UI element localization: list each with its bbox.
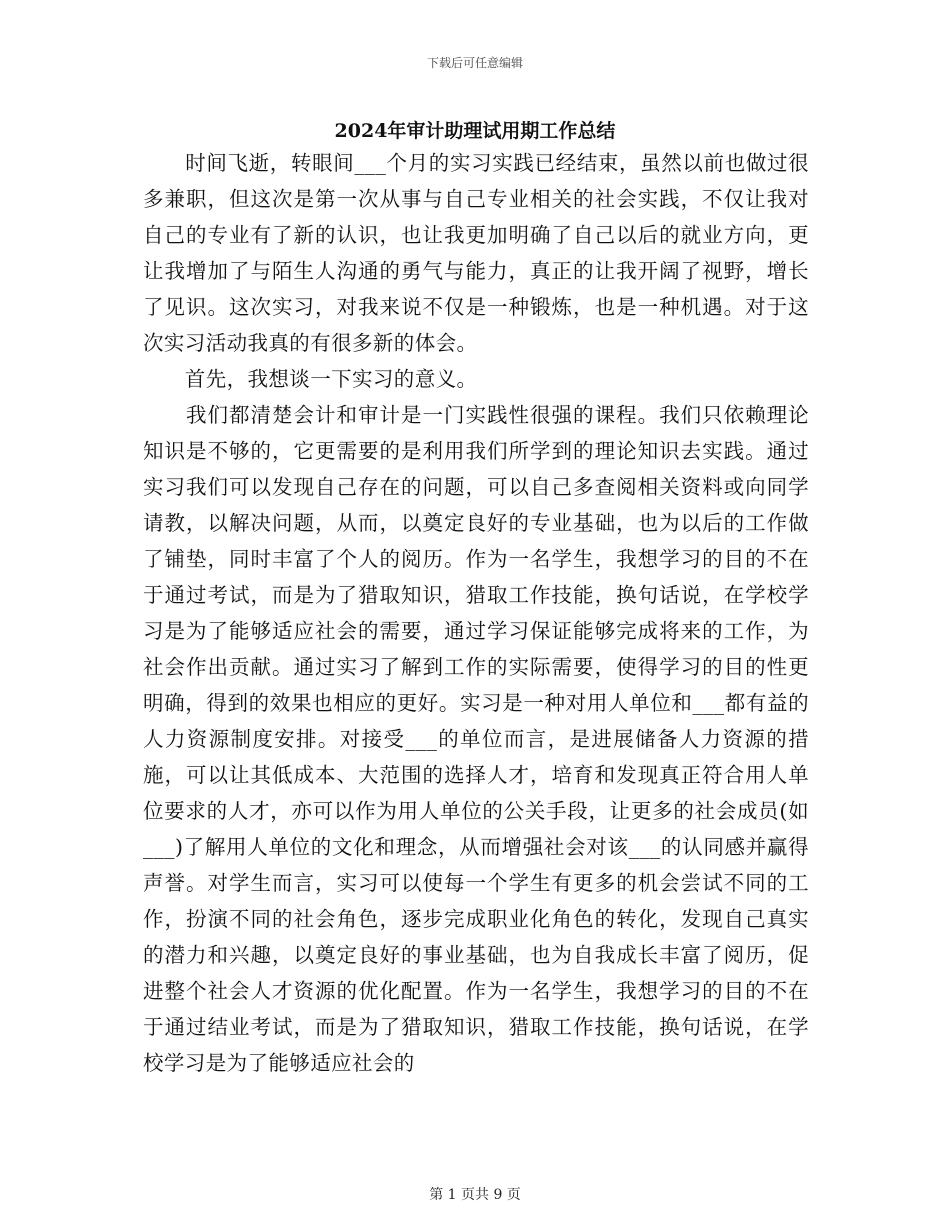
document-title: 2024年审计助理试用期工作总结 bbox=[334, 120, 616, 142]
paragraph-first-point: 首先，我想谈一下实习的意义。 bbox=[143, 367, 478, 391]
document-body bbox=[143, 145, 809, 1081]
page-number: 第 1 页共 9 页 bbox=[429, 1187, 521, 1203]
paragraph-significance: 我们都清楚会计和审计是一门实践性很强的课程。我们只依赖理论知识是不够的，它更需要的是利用我们所学到的理论知识去实践。通过实习我们可以发现自己存在的问题，可以自己多查阅相关资料或向同学请教，以解决问题，从而，以奠定良好的专业基础，也为以后的工作做了铺垫，同时丰富了个人的阅历。作为一名学生，我想学习的目的不在于通过考试，而是为了猎取知识，猎取工作技能，换句话说，在学校学习是为了能够适应社会的需要，通过学习保证能够完成将来的工作，为社会作出贡献。通过实习了解到工作的实际需要，使得学习的目的性更明确，得到的效果也相应的更好。实习是一种对用人单位和___都有益的人力资源制度安排。对接受___的单位而言，是进展储备人力资源的措施，可以让其低成本、大范围的选择人才，培育和发现真正符合用人单位要求的人才，亦可以作为用人单位的公关手段，让更多的社会成员(如___)了解用人单位的文化和理念，从而增强社会对该___的认同感并赢得声誉。对学生而言，实习可以使每一个学生有更多的机会尝试不同的工作，扮演不同的社会角色，逐步完成职业化角色的转化，发现自己真实的潜力和兴趣，以奠定良好的事业基础，也为自我成长丰富了阅历，促进整个社会人才资源的优化配置。作为一名学生，我想学习的目的不在于通过结业考试，而是为了猎取知识，猎取工作技能，换句话说，在学校学习是为了能够适应社会的 bbox=[143, 403, 809, 1075]
paragraph-intro: 时间飞逝，转眼间___个月的实习实践已经结束，虽然以前也做过很多兼职，但这次是第一次从事与自己专业相关的社会实践，不仅让我对自己的专业有了新的认识，也让我更加明确了自己以后的就业方向，更让我增加了与陌生人沟通的勇气与能力，真正的让我开阔了视野，增长了见识。这次实习，对我来说不仅是一种锻炼，也是一种机遇。对于这次实习活动我真的有很多新的体会。 bbox=[143, 151, 809, 355]
header-note: 下载后可任意编辑 bbox=[426, 56, 523, 70]
